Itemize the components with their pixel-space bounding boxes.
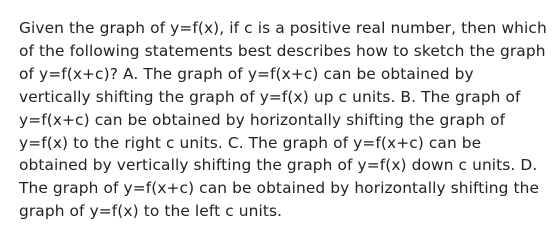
question-text: Given the graph of y=f(x), if c is a positive real number, then which of the following statements best describes how to sketch the graph of y=f(x+c)? A. The graph of y=f(x+c) can be obtained by vertically shifting the graph of y=f(x) up c units. B. The graph of y=f(x+c) can be obtained by horizontally shifting the graph of y=f(x) to the right c units. C. The graph of y=f(x+c) can be obtained by vertically shifting the graph of y=f(x) down c units. D. The graph of y=f(x+c) can be obtained by horizontally shifting the graph of y=f(x) to the left c units. xyxy=(19,19,547,221)
